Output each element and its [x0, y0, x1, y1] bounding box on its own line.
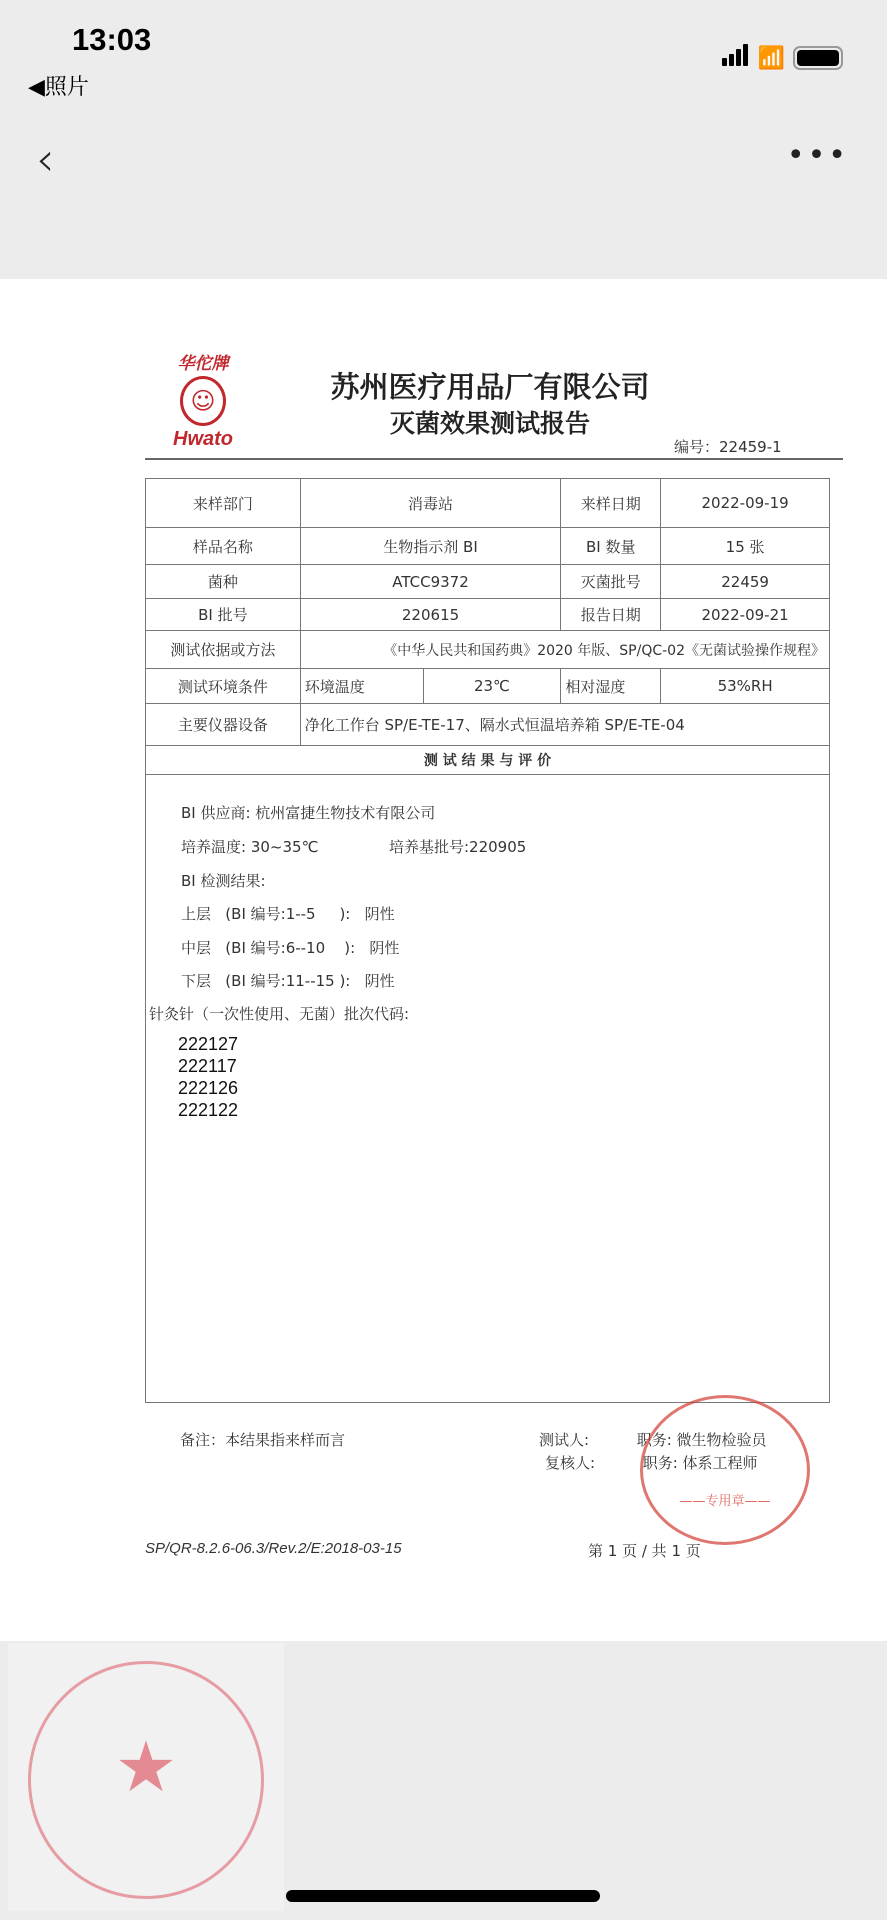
cell: 53%RH — [661, 669, 830, 704]
result-middle: 中层 (BI 编号:6--10 ): 阴性 — [181, 939, 400, 957]
cell: 净化工作台 SP/E-TE-17、隔水式恒温培养箱 SP/E-TE-04 — [300, 704, 829, 746]
medium-batch: 培养基批号:220905 — [389, 838, 527, 856]
back-to-app-link[interactable]: ◀照片 — [28, 75, 89, 100]
cell: 主要仪器设备 — [146, 704, 301, 746]
wifi-icon: 📶 — [757, 46, 785, 71]
cell: 生物指示剂 BI — [300, 528, 561, 565]
quality-stamp — [640, 1395, 810, 1545]
cell: 2022-09-19 — [661, 479, 830, 528]
status-time: 13:03 — [72, 22, 152, 57]
company-name: 苏州医疗用品厂有限公司 — [330, 370, 650, 404]
tester: 测试人: 职务: 微生物检验员 — [539, 1431, 767, 1449]
back-button[interactable]: ‹ — [36, 132, 55, 186]
cell: 来样部门 — [146, 479, 301, 528]
cell: ATCC9372 — [300, 565, 561, 599]
signal-icon — [722, 44, 750, 70]
culture-temp: 培养温度: 30~35℃ — [181, 838, 319, 856]
result-upper: 上层 (BI 编号:1--5 ): 阴性 — [181, 905, 395, 923]
cell: 23℃ — [423, 669, 561, 704]
cell: 22459 — [661, 565, 830, 599]
status-icons — [722, 44, 843, 70]
cell: 2022-09-21 — [661, 599, 830, 631]
supplier: BI 供应商: 杭州富捷生物技术有限公司 — [181, 804, 436, 822]
cell: BI 批号 — [146, 599, 301, 631]
battery-icon — [793, 46, 843, 70]
info-table — [145, 478, 830, 775]
stamp-label: ——专用章—— — [679, 1494, 771, 1509]
cell: 《中华人民共和国药典》2020 年版、SP/QC-02《无菌试验操作规程》 — [300, 631, 829, 669]
logo-cn: 华佗牌 — [177, 354, 229, 374]
batch-code: 222122 — [178, 1100, 239, 1120]
cell: 测试依据或方法 — [146, 631, 301, 669]
divider — [145, 458, 843, 460]
cell: 相对湿度 — [561, 669, 661, 704]
cell: 样品名称 — [146, 528, 301, 565]
cell: 灭菌批号 — [561, 565, 661, 599]
results-box — [145, 774, 830, 1403]
cell: 消毒站 — [300, 479, 561, 528]
logo-portrait-icon: ☺ — [180, 376, 226, 426]
batch-code: 222126 — [178, 1078, 239, 1098]
thumbnail-stamp-photo[interactable] — [8, 1643, 284, 1911]
page-number: 第 1 页 / 共 1 页 — [588, 1542, 701, 1560]
report-number: 编号：22459-1 — [674, 438, 782, 456]
cell: 菌种 — [146, 565, 301, 599]
note: 备注：本结果指来样而言 — [180, 1431, 346, 1449]
report-title: 灭菌效果测试报告 — [389, 409, 590, 438]
company-stamp — [28, 1661, 264, 1899]
result-lower: 下层 (BI 编号:11--15 ): 阴性 — [181, 972, 395, 990]
cell: 报告日期 — [561, 599, 661, 631]
cell: 测试环境条件 — [146, 669, 301, 704]
bi-result-label: BI 检测结果: — [181, 872, 266, 890]
batch-code: 222127 — [178, 1034, 239, 1054]
star-icon: ★ — [114, 1726, 178, 1808]
cell: 15 张 — [661, 528, 830, 565]
more-options-button[interactable]: ••• — [786, 138, 849, 173]
logo-en: Hwato — [173, 428, 233, 450]
cell: 来样日期 — [561, 479, 661, 528]
needle-label: 针灸针（一次性使用、无菌）批次代码: — [149, 1005, 410, 1023]
home-indicator[interactable] — [286, 1890, 600, 1902]
cell: 环境温度 — [300, 669, 423, 704]
cell: BI 数量 — [561, 528, 661, 565]
section-header: 测 试 结 果 与 评 价 — [146, 746, 830, 775]
cell: 220615 — [300, 599, 561, 631]
reviewer: 复核人: 职务: 体系工程师 — [545, 1454, 758, 1472]
form-code: SP/QR-8.2.6-06.3/Rev.2/E:2018-03-15 — [145, 1540, 402, 1557]
batch-code: 222117 — [178, 1056, 237, 1076]
